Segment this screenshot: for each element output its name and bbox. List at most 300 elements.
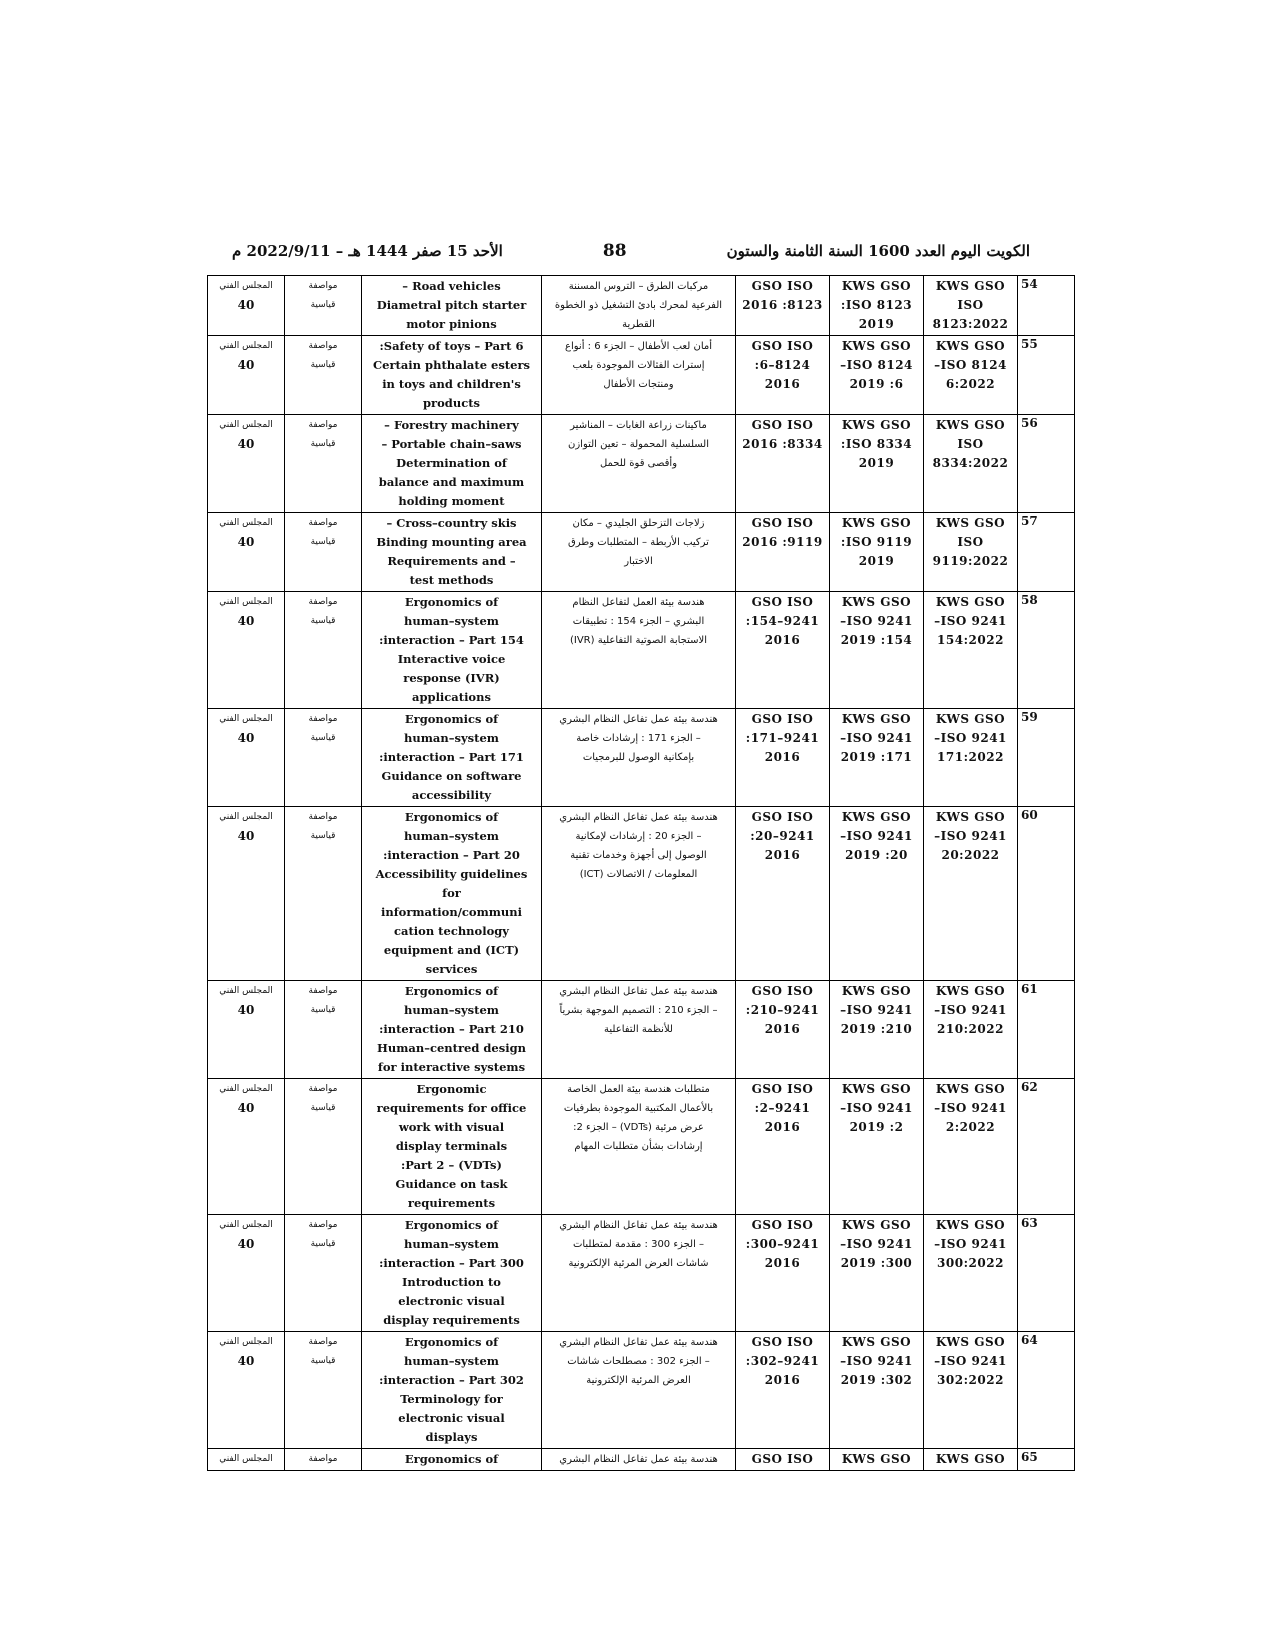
- english-title-line: electronic visual: [398, 1411, 505, 1425]
- english-title-line: in toys and children's: [382, 377, 521, 391]
- english-title-line: electronic visual: [398, 1294, 505, 1308]
- standard-type-cell: [285, 415, 362, 513]
- committee-cell: [208, 981, 285, 1079]
- arabic-title-line: هندسة بيئة عمل تفاعل النظام البشري: [559, 1220, 718, 1231]
- arabic-title-cell: [542, 709, 736, 807]
- english-title-line: products: [423, 396, 480, 410]
- standard-type-cell: [285, 1079, 362, 1215]
- kws-2019-line: 300: 2019: [840, 1256, 913, 1270]
- kws-2019-cell: [830, 1332, 924, 1449]
- standard-type-line: قياسية: [310, 537, 336, 547]
- gso-line: GSO ISO: [751, 1218, 814, 1232]
- committee-line: المجلس الفني: [219, 812, 273, 822]
- row-number-cell: 63: [1018, 1215, 1075, 1332]
- arabic-title-line: البشري – الجزء 154 : تطبيقات: [572, 616, 705, 627]
- arabic-title-line: المعلومات / الاتصالات (ICT): [579, 869, 698, 880]
- gso-line: 2016: [764, 848, 801, 862]
- standard-type-cell: [285, 592, 362, 709]
- kws-2019-line: ISO 9241–: [840, 829, 913, 843]
- english-title-line: Portable chain–saws –: [381, 437, 522, 451]
- kws-2019-line: ISO 9241–: [840, 1101, 913, 1115]
- row-number-cell: 65: [1018, 1449, 1075, 1471]
- standard-type-line: مواصفة: [308, 341, 338, 351]
- kws-2022-cell: [924, 1449, 1018, 1471]
- english-title-line: interaction – Part 171:: [379, 750, 524, 764]
- arabic-title-cell: [542, 276, 736, 336]
- row-number-cell: 62: [1018, 1079, 1075, 1215]
- kws-2019-cell: [830, 592, 924, 709]
- english-title-line: Ergonomics of: [404, 984, 499, 998]
- standard-type-line: مواصفة: [308, 420, 338, 430]
- committee-line: المجلس الفني: [219, 714, 273, 724]
- arabic-title-line: أمان لعب الأطفال – الجزء 6 : أنواع: [565, 341, 712, 352]
- table-row: [208, 807, 1075, 981]
- committee-cell: [208, 415, 285, 513]
- kws-2022-line: KWS GSO: [935, 712, 1006, 726]
- kws-2022-line: 8334:2022: [932, 456, 1009, 470]
- gso-line: 9241–300:: [745, 1237, 820, 1251]
- standard-type-line: قياسية: [310, 1005, 336, 1015]
- arabic-title-cell: [542, 415, 736, 513]
- gso-cell: [736, 1079, 830, 1215]
- committee-cell: [208, 276, 285, 336]
- english-title-line: displays: [425, 1430, 478, 1444]
- gso-line: 8123: 2016: [742, 298, 823, 312]
- kws-2022-line: 6:2022: [945, 377, 996, 391]
- committee-line: المجلس الفني: [219, 597, 273, 607]
- english-title-line: Guidance on software: [381, 769, 522, 783]
- kws-2022-line: 302:2022: [937, 1373, 1004, 1387]
- gso-cell: [736, 1449, 830, 1471]
- header-date: الأحد 15 صفر 1444 هـ – 2022/9/11 م: [232, 242, 503, 260]
- committee-line: المجلس الفني: [219, 420, 273, 430]
- arabic-title-line: هندسة بيئة العمل لتفاعل النظام: [572, 597, 705, 608]
- committee-line: المجلس الفني: [219, 1084, 273, 1094]
- gso-line: 9241–154:: [745, 614, 820, 628]
- english-title-line: Ergonomics of: [404, 595, 499, 609]
- row-number-cell: 64: [1018, 1332, 1075, 1449]
- english-title-line: interaction – Part 210:: [379, 1022, 524, 1036]
- arabic-title-cell: [542, 981, 736, 1079]
- kws-2019-line: KWS GSO: [841, 595, 912, 609]
- committee-line: 40: [237, 1237, 255, 1251]
- standard-type-line: مواصفة: [308, 1454, 338, 1464]
- kws-2019-line: ISO 9241–: [840, 1237, 913, 1251]
- standard-type-line: قياسية: [310, 733, 336, 743]
- table-row: [208, 415, 1075, 513]
- kws-2022-line: KWS GSO: [935, 1452, 1006, 1466]
- english-title-cell: [362, 336, 542, 415]
- arabic-title-line: بإمكانية الوصول للبرمجيات: [582, 752, 695, 763]
- gso-line: 9241–210:: [745, 1003, 820, 1017]
- gso-line: GSO ISO: [751, 712, 814, 726]
- english-title-line: Accessibility guidelines: [375, 867, 528, 881]
- committee-cell: [208, 336, 285, 415]
- arabic-title-line: العرض المرئية الإلكترونية: [586, 1375, 691, 1386]
- table-row: [208, 981, 1075, 1079]
- kws-2019-line: KWS GSO: [841, 984, 912, 998]
- kws-2019-line: 2019: [858, 554, 895, 568]
- gso-cell: [736, 276, 830, 336]
- table-row: [208, 1332, 1075, 1449]
- table-row: [208, 276, 1075, 336]
- kws-2019-line: KWS GSO: [841, 1335, 912, 1349]
- table-row: [208, 1449, 1075, 1471]
- standard-type-line: مواصفة: [308, 986, 338, 996]
- committee-line: 40: [237, 1101, 255, 1115]
- kws-2019-cell: [830, 513, 924, 592]
- english-title-line: Forestry machinery –: [384, 418, 519, 432]
- english-title-line: information/communi: [380, 905, 523, 919]
- committee-line: المجلس الفني: [219, 1454, 273, 1464]
- kws-2019-cell: [830, 336, 924, 415]
- english-title-line: applications: [412, 690, 491, 704]
- english-title-line: Terminology for: [400, 1392, 503, 1406]
- standard-type-line: مواصفة: [308, 597, 338, 607]
- kws-2019-line: ISO 8124–: [840, 358, 913, 372]
- arabic-title-line: هندسة بيئة عمل تفاعل النظام البشري: [559, 1454, 718, 1465]
- arabic-title-line: هندسة بيئة عمل تفاعل النظام البشري: [559, 714, 718, 725]
- arabic-title-line: – الجزء 210 : التصميم الموجهة بشرياً: [559, 1005, 718, 1016]
- kws-2022-line: 171:2022: [937, 750, 1004, 764]
- standard-type-line: قياسية: [310, 1356, 336, 1366]
- row-number-cell: 57: [1018, 513, 1075, 592]
- gso-line: 8334: 2016: [742, 437, 823, 451]
- standard-type-cell: [285, 513, 362, 592]
- arabic-title-line: الاستجابة الصوتية التفاعلية (IVR): [569, 635, 708, 646]
- gso-line: 2016: [764, 1373, 801, 1387]
- kws-2019-cell: [830, 415, 924, 513]
- arabic-title-cell: [542, 1215, 736, 1332]
- english-title-cell: [362, 1079, 542, 1215]
- english-title-cell: [362, 513, 542, 592]
- kws-2022-line: KWS GSO: [935, 1218, 1006, 1232]
- arabic-title-cell: [542, 807, 736, 981]
- kws-2022-line: 2:2022: [945, 1120, 996, 1134]
- kws-2022-line: ISO 9241–: [934, 1003, 1007, 1017]
- standard-type-line: مواصفة: [308, 1084, 338, 1094]
- arabic-title-line: هندسة بيئة عمل تفاعل النظام البشري: [559, 986, 718, 997]
- english-title-line: Introduction to: [402, 1275, 501, 1289]
- table-row: [208, 592, 1075, 709]
- standard-type-line: قياسية: [310, 831, 336, 841]
- arabic-title-line: إسترات الفثالات الموجودة بلعب: [572, 360, 705, 371]
- gso-line: 2016: [764, 377, 801, 391]
- gso-line: 2016: [764, 633, 801, 647]
- kws-2019-line: 302: 2019: [840, 1373, 913, 1387]
- arabic-title-line: الفرعية لمحرك بادئ التشغيل ذو الخطوة: [554, 300, 723, 311]
- standard-type-line: قياسية: [310, 1239, 336, 1249]
- kws-2022-cell: [924, 592, 1018, 709]
- table-row: [208, 1079, 1075, 1215]
- page-header: [232, 236, 1030, 266]
- english-title-line: Binding mounting area: [376, 535, 527, 549]
- standard-type-cell: [285, 1215, 362, 1332]
- english-title-line: Interactive voice: [397, 652, 506, 666]
- kws-2019-line: 2: 2019: [849, 1120, 904, 1134]
- english-title-line: holding moment: [398, 494, 505, 508]
- standards-table-body: [208, 276, 1075, 1471]
- arabic-title-line: – الجزء 302 : مصطلحات شاشات: [567, 1356, 710, 1367]
- row-number-cell: 54: [1018, 276, 1075, 336]
- committee-line: 40: [237, 358, 255, 372]
- arabic-title-line: وأقصى قوة للحمل: [599, 458, 678, 469]
- english-title-line: response (IVR): [403, 671, 500, 685]
- row-number-cell: 59: [1018, 709, 1075, 807]
- english-title-line: for interactive systems: [377, 1060, 526, 1074]
- kws-2019-cell: [830, 276, 924, 336]
- committee-cell: [208, 807, 285, 981]
- kws-2019-line: 154: 2019: [840, 633, 913, 647]
- arabic-title-line: متطلبات هندسة بيئة العمل الخاصة: [567, 1084, 710, 1095]
- row-number-cell: 56: [1018, 415, 1075, 513]
- committee-cell: [208, 513, 285, 592]
- english-title-line: Road vehicles –: [402, 279, 501, 293]
- kws-2019-line: 171: 2019: [840, 750, 913, 764]
- committee-line: المجلس الفني: [219, 518, 273, 528]
- english-title-line: Ergonomics of: [404, 1218, 499, 1232]
- english-title-line: Diametral pitch starter: [376, 298, 527, 312]
- kws-2022-line: 154:2022: [937, 633, 1004, 647]
- kws-2022-line: ISO 9241–: [934, 1237, 1007, 1251]
- kws-2022-line: KWS GSO: [935, 810, 1006, 824]
- committee-line: المجلس الفني: [219, 1220, 273, 1230]
- gso-cell: [736, 981, 830, 1079]
- committee-line: المجلس الفني: [219, 986, 273, 996]
- committee-line: 40: [237, 298, 255, 312]
- committee-cell: [208, 1079, 285, 1215]
- arabic-title-line: هندسة بيئة عمل تفاعل النظام البشري: [559, 812, 718, 823]
- english-title-line: Ergonomics of: [404, 810, 499, 824]
- english-title-cell: [362, 981, 542, 1079]
- arabic-title-cell: [542, 592, 736, 709]
- kws-2022-line: 300:2022: [937, 1256, 1004, 1270]
- arabic-title-line: بالأعمال المكتبية الموجودة بطرفيات: [563, 1103, 714, 1114]
- kws-2019-line: KWS GSO: [841, 418, 912, 432]
- kws-2019-cell: [830, 1079, 924, 1215]
- committee-line: المجلس الفني: [219, 281, 273, 291]
- kws-2019-line: ISO 9241–: [840, 1003, 913, 1017]
- kws-2022-line: ISO 9241–: [934, 731, 1007, 745]
- english-title-line: Ergonomics of: [404, 712, 499, 726]
- arabic-title-line: للأنظمة التفاعلية: [604, 1024, 673, 1035]
- arabic-title-line: – الجزء 171 : إرشادات خاصة: [576, 733, 701, 744]
- kws-2019-cell: [830, 807, 924, 981]
- standard-type-line: قياسية: [310, 300, 336, 310]
- gso-line: 9241–302:: [745, 1354, 820, 1368]
- kws-2022-line: KWS GSO: [935, 595, 1006, 609]
- arabic-title-line: – الجزء 300 : مقدمة لمتطلبات: [572, 1239, 705, 1250]
- arabic-title-line: شاشات العرض المرئية الإلكترونية: [568, 1258, 709, 1269]
- arabic-title-cell: [542, 513, 736, 592]
- standard-type-line: مواصفة: [308, 281, 338, 291]
- english-title-line: – Requirements and: [387, 554, 516, 568]
- table-row: [208, 513, 1075, 592]
- page-number: 88: [602, 241, 627, 261]
- gso-line: GSO ISO: [751, 1082, 814, 1096]
- gso-cell: [736, 513, 830, 592]
- arabic-title-line: القطرية: [622, 319, 655, 330]
- gso-line: 9241–171:: [745, 731, 820, 745]
- english-title-line: Safety of toys – Part 6:: [379, 339, 524, 353]
- kws-2022-cell: [924, 709, 1018, 807]
- kws-2022-line: ISO 9241–: [934, 614, 1007, 628]
- kws-2019-line: KWS GSO: [841, 1218, 912, 1232]
- row-number-cell: 61: [1018, 981, 1075, 1079]
- kws-2019-line: ISO 9241–: [840, 731, 913, 745]
- kws-2019-cell: [830, 981, 924, 1079]
- kws-2019-line: ISO 8123:: [840, 298, 913, 312]
- standard-type-cell: [285, 807, 362, 981]
- gso-line: 2016: [764, 1256, 801, 1270]
- english-title-line: interaction – Part 300:: [379, 1256, 524, 1270]
- row-number-cell: 55: [1018, 336, 1075, 415]
- kws-2022-line: KWS GSO: [935, 339, 1006, 353]
- committee-cell: [208, 1215, 285, 1332]
- standards-table: [207, 275, 1075, 1471]
- gso-cell: [736, 592, 830, 709]
- kws-2019-line: KWS GSO: [841, 1452, 912, 1466]
- table-row: [208, 709, 1075, 807]
- english-title-cell: [362, 592, 542, 709]
- english-title-line: Determination of: [396, 456, 507, 470]
- english-title-line: Guidance on task: [395, 1177, 508, 1191]
- arabic-title-line: مركبات الطرق – التروس المسننة: [568, 281, 709, 292]
- gso-line: GSO ISO: [751, 516, 814, 530]
- english-title-cell: [362, 415, 542, 513]
- arabic-title-line: زلاجات التزحلق الجليدي – مكان: [572, 518, 705, 529]
- arabic-title-cell: [542, 336, 736, 415]
- kws-2022-line: KWS GSO: [935, 418, 1006, 432]
- english-title-line: services: [425, 962, 478, 976]
- kws-2022-cell: [924, 276, 1018, 336]
- gso-line: GSO ISO: [751, 418, 814, 432]
- arabic-title-line: هندسة بيئة عمل تفاعل النظام البشري: [559, 1337, 718, 1348]
- english-title-line: for: [442, 886, 461, 900]
- english-title-line: Cross–country skis –: [386, 516, 517, 530]
- gso-cell: [736, 336, 830, 415]
- arabic-title-line: – الجزء 20 : إرشادات لإمكانية: [575, 831, 702, 842]
- arabic-title-cell: [542, 1332, 736, 1449]
- english-title-line: display terminals: [395, 1139, 508, 1153]
- committee-cell: [208, 592, 285, 709]
- kws-2022-line: 9119:2022: [932, 554, 1009, 568]
- arabic-title-line: السلسلية المحمولة – تعين التوازن: [568, 439, 709, 450]
- kws-2019-line: KWS GSO: [841, 516, 912, 530]
- committee-line: 40: [237, 1354, 255, 1368]
- kws-2019-line: 6: 2019: [849, 377, 904, 391]
- gso-cell: [736, 415, 830, 513]
- standard-type-cell: [285, 981, 362, 1079]
- kws-2022-line: ISO: [957, 437, 984, 451]
- english-title-cell: [362, 709, 542, 807]
- english-title-line: balance and maximum: [378, 475, 525, 489]
- kws-2019-line: KWS GSO: [841, 339, 912, 353]
- kws-2022-cell: [924, 415, 1018, 513]
- kws-2022-line: 210:2022: [937, 1022, 1004, 1036]
- english-title-cell: [362, 807, 542, 981]
- arabic-title-cell: [542, 1449, 736, 1471]
- english-title-line: test methods: [409, 573, 494, 587]
- kws-2019-line: KWS GSO: [841, 1082, 912, 1096]
- gso-cell: [736, 1215, 830, 1332]
- gso-line: GSO ISO: [751, 810, 814, 824]
- kws-2019-line: ISO 9119:: [840, 535, 913, 549]
- kws-2022-line: ISO 9241–: [934, 1354, 1007, 1368]
- gso-line: GSO ISO: [751, 984, 814, 998]
- kws-2019-line: 20: 2019: [845, 848, 908, 862]
- kws-2019-line: KWS GSO: [841, 279, 912, 293]
- standard-type-line: مواصفة: [308, 714, 338, 724]
- english-title-line: display requirements: [383, 1313, 520, 1327]
- kws-2022-line: ISO: [957, 535, 984, 549]
- kws-2022-cell: [924, 1079, 1018, 1215]
- english-title-line: Certain phthalate esters: [373, 358, 530, 372]
- standard-type-line: قياسية: [310, 439, 336, 449]
- kws-2022-cell: [924, 807, 1018, 981]
- committee-line: 40: [237, 829, 255, 843]
- gso-line: GSO ISO: [751, 1452, 814, 1466]
- english-title-line: cation technology: [394, 924, 509, 938]
- gso-line: GSO ISO: [751, 339, 814, 353]
- kws-2022-line: ISO 9241–: [934, 829, 1007, 843]
- kws-2022-cell: [924, 1332, 1018, 1449]
- kws-2019-cell: [830, 1215, 924, 1332]
- english-title-line: human–system: [404, 1354, 499, 1368]
- english-title-line: Ergonomics of: [404, 1335, 499, 1349]
- kws-2022-line: KWS GSO: [935, 1335, 1006, 1349]
- gso-cell: [736, 807, 830, 981]
- kws-2019-line: ISO 8334:: [840, 437, 913, 451]
- table-row: [208, 336, 1075, 415]
- english-title-line: (VDTs) – Part 2:: [401, 1158, 502, 1172]
- kws-2022-cell: [924, 1215, 1018, 1332]
- english-title-line: (ICT) equipment and: [383, 943, 520, 957]
- table-row: [208, 1215, 1075, 1332]
- kws-2022-cell: [924, 336, 1018, 415]
- gso-line: 8124–6:: [754, 358, 811, 372]
- kws-2019-cell: [830, 709, 924, 807]
- committee-cell: [208, 1449, 285, 1471]
- committee-line: المجلس الفني: [219, 1337, 273, 1347]
- english-title-line: accessibility: [411, 788, 492, 802]
- standard-type-cell: [285, 336, 362, 415]
- english-title-line: human–system: [404, 1003, 499, 1017]
- gso-line: 2016: [764, 750, 801, 764]
- kws-2019-line: KWS GSO: [841, 810, 912, 824]
- gso-cell: [736, 709, 830, 807]
- gso-line: 9241–20:: [750, 829, 815, 843]
- kws-2019-line: ISO 9241–: [840, 614, 913, 628]
- header-publication: الكويت اليوم العدد 1600 السنة الثامنة والستون: [726, 242, 1030, 260]
- kws-2022-line: ISO 8124–: [934, 358, 1007, 372]
- standard-type-line: مواصفة: [308, 812, 338, 822]
- english-title-line: human–system: [404, 614, 499, 628]
- gso-cell: [736, 1332, 830, 1449]
- english-title-cell: [362, 1449, 542, 1471]
- english-title-line: interaction – Part 154:: [379, 633, 524, 647]
- committee-line: 40: [237, 731, 255, 745]
- standard-type-cell: [285, 709, 362, 807]
- standard-type-cell: [285, 1449, 362, 1471]
- kws-2019-line: ISO 9241–: [840, 1354, 913, 1368]
- standard-type-cell: [285, 1332, 362, 1449]
- arabic-title-line: ماكينات زراعة الغابات – المناشير: [570, 420, 707, 431]
- english-title-line: requirements for office: [376, 1101, 527, 1115]
- english-title-line: interaction – Part 302:: [379, 1373, 524, 1387]
- english-title-cell: [362, 1332, 542, 1449]
- gso-line: 2016: [764, 1022, 801, 1036]
